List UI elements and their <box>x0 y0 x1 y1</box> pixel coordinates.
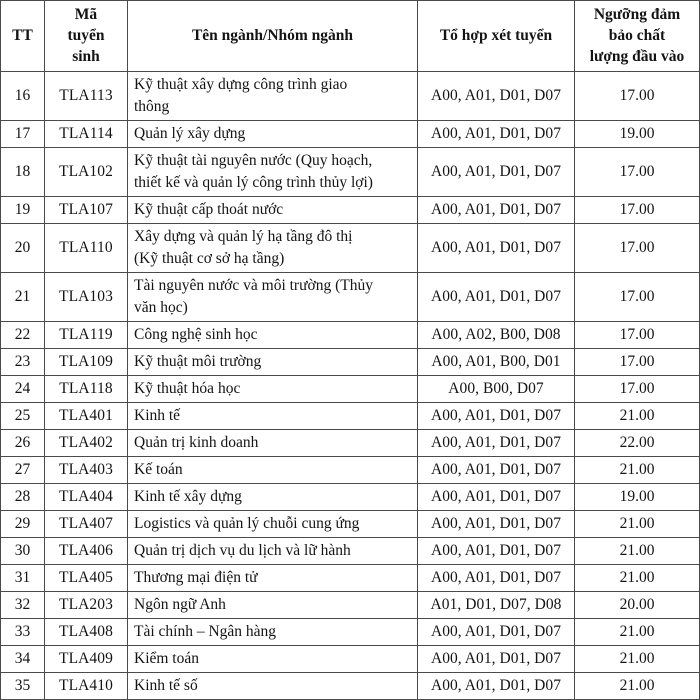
table-row <box>1 646 700 673</box>
column-header-tt <box>1 1 45 72</box>
major-name-line: Tài chính – Ngân hàng <box>134 623 277 641</box>
cell-major-name <box>128 121 418 148</box>
cell-major-name <box>128 430 418 457</box>
table-row <box>1 403 700 430</box>
major-name-line: Logistics và quản lý chuỗi cung ứng <box>134 515 360 533</box>
cell-index: 29 <box>1 511 45 538</box>
cell-threshold-score: 17.00 <box>575 322 700 349</box>
cell-index: 30 <box>1 538 45 565</box>
cell-admission-code: TLA402 <box>45 430 128 457</box>
column-header-line: bảo chất <box>608 26 666 44</box>
cell-major-name <box>128 457 418 484</box>
cell-subject-combination: A00, A02, B00, D08 <box>418 322 575 349</box>
cell-subject-combination: A00, A01, D01, D07 <box>418 619 575 646</box>
table-header-row <box>1 1 700 72</box>
cell-major-name <box>128 224 418 273</box>
cell-major-name <box>128 72 418 121</box>
cell-major-name <box>128 646 418 673</box>
major-name-line: Thương mại điện tử <box>134 569 258 587</box>
major-name-line: thông <box>134 98 170 116</box>
cell-admission-code: TLA401 <box>45 403 128 430</box>
major-name-line: văn học) <box>134 299 188 317</box>
major-name-line: Quản lý xây dựng <box>134 125 246 143</box>
cell-subject-combination: A00, A01, D01, D07 <box>418 148 575 197</box>
major-name-line: Kinh tế <box>134 407 181 425</box>
major-name-line: Kiểm toán <box>134 650 199 668</box>
cell-threshold-score: 19.00 <box>575 121 700 148</box>
cell-threshold-score: 21.00 <box>575 619 700 646</box>
cell-subject-combination: A00, A01, D01, D07 <box>418 646 575 673</box>
table-row <box>1 565 700 592</box>
major-name-line: Kỹ thuật xây dựng công trình giao <box>134 76 348 94</box>
major-name-line: Kỹ thuật cấp thoát nước <box>134 201 284 219</box>
column-header-major <box>128 1 418 72</box>
table-row <box>1 273 700 322</box>
cell-admission-code: TLA403 <box>45 457 128 484</box>
major-name-line: Ngôn ngữ Anh <box>134 596 226 614</box>
column-header-code <box>45 1 128 72</box>
table-row <box>1 322 700 349</box>
cell-admission-code: TLA405 <box>45 565 128 592</box>
cell-admission-code: TLA113 <box>45 72 128 121</box>
cell-index: 34 <box>1 646 45 673</box>
table-row <box>1 121 700 148</box>
table-row <box>1 376 700 403</box>
cell-admission-code: TLA407 <box>45 511 128 538</box>
cell-major-name <box>128 403 418 430</box>
table-body <box>1 72 700 700</box>
cell-subject-combination: A00, A01, D01, D07 <box>418 197 575 224</box>
cell-index: 28 <box>1 484 45 511</box>
cell-admission-code: TLA203 <box>45 592 128 619</box>
cell-major-name <box>128 273 418 322</box>
table-row <box>1 148 700 197</box>
cell-index: 16 <box>1 72 45 121</box>
cell-index: 22 <box>1 322 45 349</box>
major-name-line: Kinh tế số <box>134 677 198 695</box>
cell-major-name <box>128 376 418 403</box>
cell-admission-code: TLA102 <box>45 148 128 197</box>
cell-threshold-score: 22.00 <box>575 430 700 457</box>
cell-index: 32 <box>1 592 45 619</box>
cell-threshold-score: 21.00 <box>575 403 700 430</box>
column-header-line: Tên ngành/Nhóm ngành <box>191 26 354 44</box>
cell-index: 27 <box>1 457 45 484</box>
cell-threshold-score: 17.00 <box>575 273 700 322</box>
cell-threshold-score: 19.00 <box>575 484 700 511</box>
column-header-line: TT <box>12 26 33 44</box>
cell-threshold-score: 17.00 <box>575 349 700 376</box>
cell-index: 33 <box>1 619 45 646</box>
table-row <box>1 511 700 538</box>
major-name-line: Kỹ thuật hóa học <box>134 380 241 398</box>
cell-admission-code: TLA408 <box>45 619 128 646</box>
table-row <box>1 224 700 273</box>
column-header-combo <box>418 1 575 72</box>
table-row <box>1 457 700 484</box>
table-row <box>1 538 700 565</box>
cell-admission-code: TLA110 <box>45 224 128 273</box>
cell-major-name <box>128 673 418 700</box>
cell-admission-code: TLA114 <box>45 121 128 148</box>
cell-subject-combination: A00, A01, D01, D07 <box>418 224 575 273</box>
major-name-line: Xây dựng và quản lý hạ tầng đô thị <box>134 228 353 246</box>
major-name-line: thiết kế và quản lý công trình thủy lợi) <box>134 174 373 192</box>
cell-threshold-score: 17.00 <box>575 72 700 121</box>
major-name-line: Tài nguyên nước và môi trường (Thủy <box>134 277 373 295</box>
cell-index: 24 <box>1 376 45 403</box>
cell-major-name <box>128 197 418 224</box>
table-row <box>1 592 700 619</box>
column-header-score <box>575 1 700 72</box>
cell-subject-combination: A00, A01, D01, D07 <box>418 673 575 700</box>
cell-major-name <box>128 349 418 376</box>
column-header-line: Mã <box>74 6 98 23</box>
column-header-line: Tổ hợp xét tuyển <box>439 26 553 44</box>
cell-major-name <box>128 511 418 538</box>
column-header-line: lượng đầu vào <box>589 47 685 65</box>
column-header-line: Ngưỡng đảm <box>593 6 681 23</box>
cell-subject-combination: A00, A01, D01, D07 <box>418 457 575 484</box>
cell-index: 20 <box>1 224 45 273</box>
table-row <box>1 673 700 700</box>
cell-major-name <box>128 322 418 349</box>
cell-index: 25 <box>1 403 45 430</box>
cell-admission-code: TLA119 <box>45 322 128 349</box>
cell-index: 19 <box>1 197 45 224</box>
table-row <box>1 349 700 376</box>
cell-subject-combination: A01, D01, D07, D08 <box>418 592 575 619</box>
cell-major-name <box>128 565 418 592</box>
cell-index: 18 <box>1 148 45 197</box>
cell-admission-code: TLA409 <box>45 646 128 673</box>
cell-major-name <box>128 592 418 619</box>
cell-admission-code: TLA103 <box>45 273 128 322</box>
cell-major-name <box>128 484 418 511</box>
cell-subject-combination: A00, A01, D01, D07 <box>418 403 575 430</box>
cell-threshold-score: 21.00 <box>575 646 700 673</box>
cell-threshold-score: 20.00 <box>575 592 700 619</box>
cell-index: 21 <box>1 273 45 322</box>
column-header-line: sinh <box>72 47 100 65</box>
table-row <box>1 430 700 457</box>
major-name-line: Kế toán <box>134 461 183 479</box>
major-name-line: Kỹ thuật tài nguyên nước (Quy hoạch, <box>134 152 373 170</box>
cell-index: 23 <box>1 349 45 376</box>
cell-admission-code: TLA406 <box>45 538 128 565</box>
cell-threshold-score: 17.00 <box>575 197 700 224</box>
major-name-line: Công nghệ sinh học <box>134 326 258 344</box>
cell-subject-combination: A00, A01, D01, D07 <box>418 538 575 565</box>
cell-subject-combination: A00, B00, D07 <box>418 376 575 403</box>
cell-index: 31 <box>1 565 45 592</box>
cell-admission-code: TLA118 <box>45 376 128 403</box>
cell-major-name <box>128 619 418 646</box>
cell-threshold-score: 21.00 <box>575 565 700 592</box>
column-header-line: tuyển <box>67 26 105 44</box>
cell-subject-combination: A00, A01, B00, D01 <box>418 349 575 376</box>
cell-admission-code: TLA109 <box>45 349 128 376</box>
cell-threshold-score: 17.00 <box>575 148 700 197</box>
cell-threshold-score: 17.00 <box>575 224 700 273</box>
cell-index: 17 <box>1 121 45 148</box>
cell-subject-combination: A00, A01, D01, D07 <box>418 72 575 121</box>
table-row <box>1 619 700 646</box>
major-name-line: Quản trị kinh doanh <box>134 434 259 452</box>
major-name-line: Kinh tế xây dựng <box>134 488 242 506</box>
cell-index: 26 <box>1 430 45 457</box>
cell-threshold-score: 17.00 <box>575 376 700 403</box>
cell-subject-combination: A00, A01, D01, D07 <box>418 121 575 148</box>
cell-admission-code: TLA410 <box>45 673 128 700</box>
cell-subject-combination: A00, A01, D01, D07 <box>418 565 575 592</box>
cell-subject-combination: A00, A01, D01, D07 <box>418 511 575 538</box>
cell-index: 35 <box>1 673 45 700</box>
cell-threshold-score: 21.00 <box>575 673 700 700</box>
cell-subject-combination: A00, A01, D01, D07 <box>418 484 575 511</box>
major-name-line: Kỹ thuật môi trường <box>134 353 262 371</box>
cell-subject-combination: A00, A01, D01, D07 <box>418 273 575 322</box>
table-row <box>1 72 700 121</box>
table-row <box>1 197 700 224</box>
cell-threshold-score: 21.00 <box>575 457 700 484</box>
cell-threshold-score: 21.00 <box>575 511 700 538</box>
table-header <box>1 1 700 72</box>
table-row <box>1 484 700 511</box>
cell-subject-combination: A00, A01, D01, D07 <box>418 430 575 457</box>
cell-major-name <box>128 538 418 565</box>
cell-threshold-score: 21.00 <box>575 538 700 565</box>
major-name-line: (Kỹ thuật cơ sở hạ tầng) <box>134 250 285 268</box>
cell-admission-code: TLA107 <box>45 197 128 224</box>
major-name-line: Quản trị dịch vụ du lịch và lữ hành <box>134 542 351 560</box>
cell-admission-code: TLA404 <box>45 484 128 511</box>
cell-major-name <box>128 148 418 197</box>
